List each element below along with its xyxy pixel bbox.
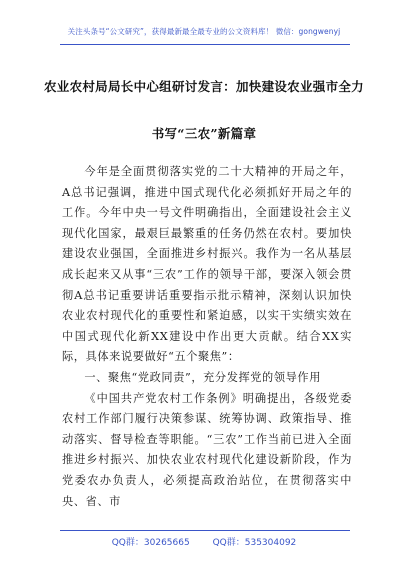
footer-qq-group-1: QQ群：30265665 [111, 538, 190, 548]
paragraph-intro: 今年是全面贯彻落实党的二十大精神的开局之年，A总书记强调，推进中国式现代化必须抓好开局之年的工作。今年中央一号文件明确指出，全面建设社会主义现代化国家，最艰巨最繁重的任务仍然在农村。要加快建设农业强国，全面推进乡村振兴。我作为一名从基层成长起来又从事“三农”工作的领导干部，要深入领会贯彻A总书记重要讲话重要指示批示精神，深刻认识加快农业农村现代化的重要性和紧迫感，以实干实绩实效在中国式现代化新XX建设中作出更大贡献。结合XX实际，具体来说要做好“五个聚焦”： [62, 165, 352, 364]
header-divider [60, 44, 350, 45]
paragraph-section-1: 《中国共产党农村工作条例》明确提出，各级党委农村工作部门履行决策参谋、统筹协调、政策指导、推动落实、督导检查等职能。“三农”工作当前已进入全面推进乡村振兴、加快农业农村现代化建设新阶段，作为党委农办负责人，必须提高政治站位，在贯彻落实中央、省、市 [62, 391, 352, 508]
document-title-line2: 书写“三农”新篇章 [151, 126, 257, 141]
footer-divider [60, 530, 350, 531]
section-heading-1: 一、聚焦“党政同责”，充分发挥党的领导作用 [84, 370, 321, 384]
document-title-line1: 农业农村局局长中心组研讨发言：加快建设农业强市全力 [43, 79, 364, 94]
document-body [62, 162, 352, 512]
footer-qq-group-2: QQ群：535304092 [212, 538, 297, 548]
header-banner: 关注头条号“公文研究”，获得最新最全最专业的公文资料库！ 微信：gongwenyj [67, 27, 341, 36]
footer [0, 535, 408, 548]
